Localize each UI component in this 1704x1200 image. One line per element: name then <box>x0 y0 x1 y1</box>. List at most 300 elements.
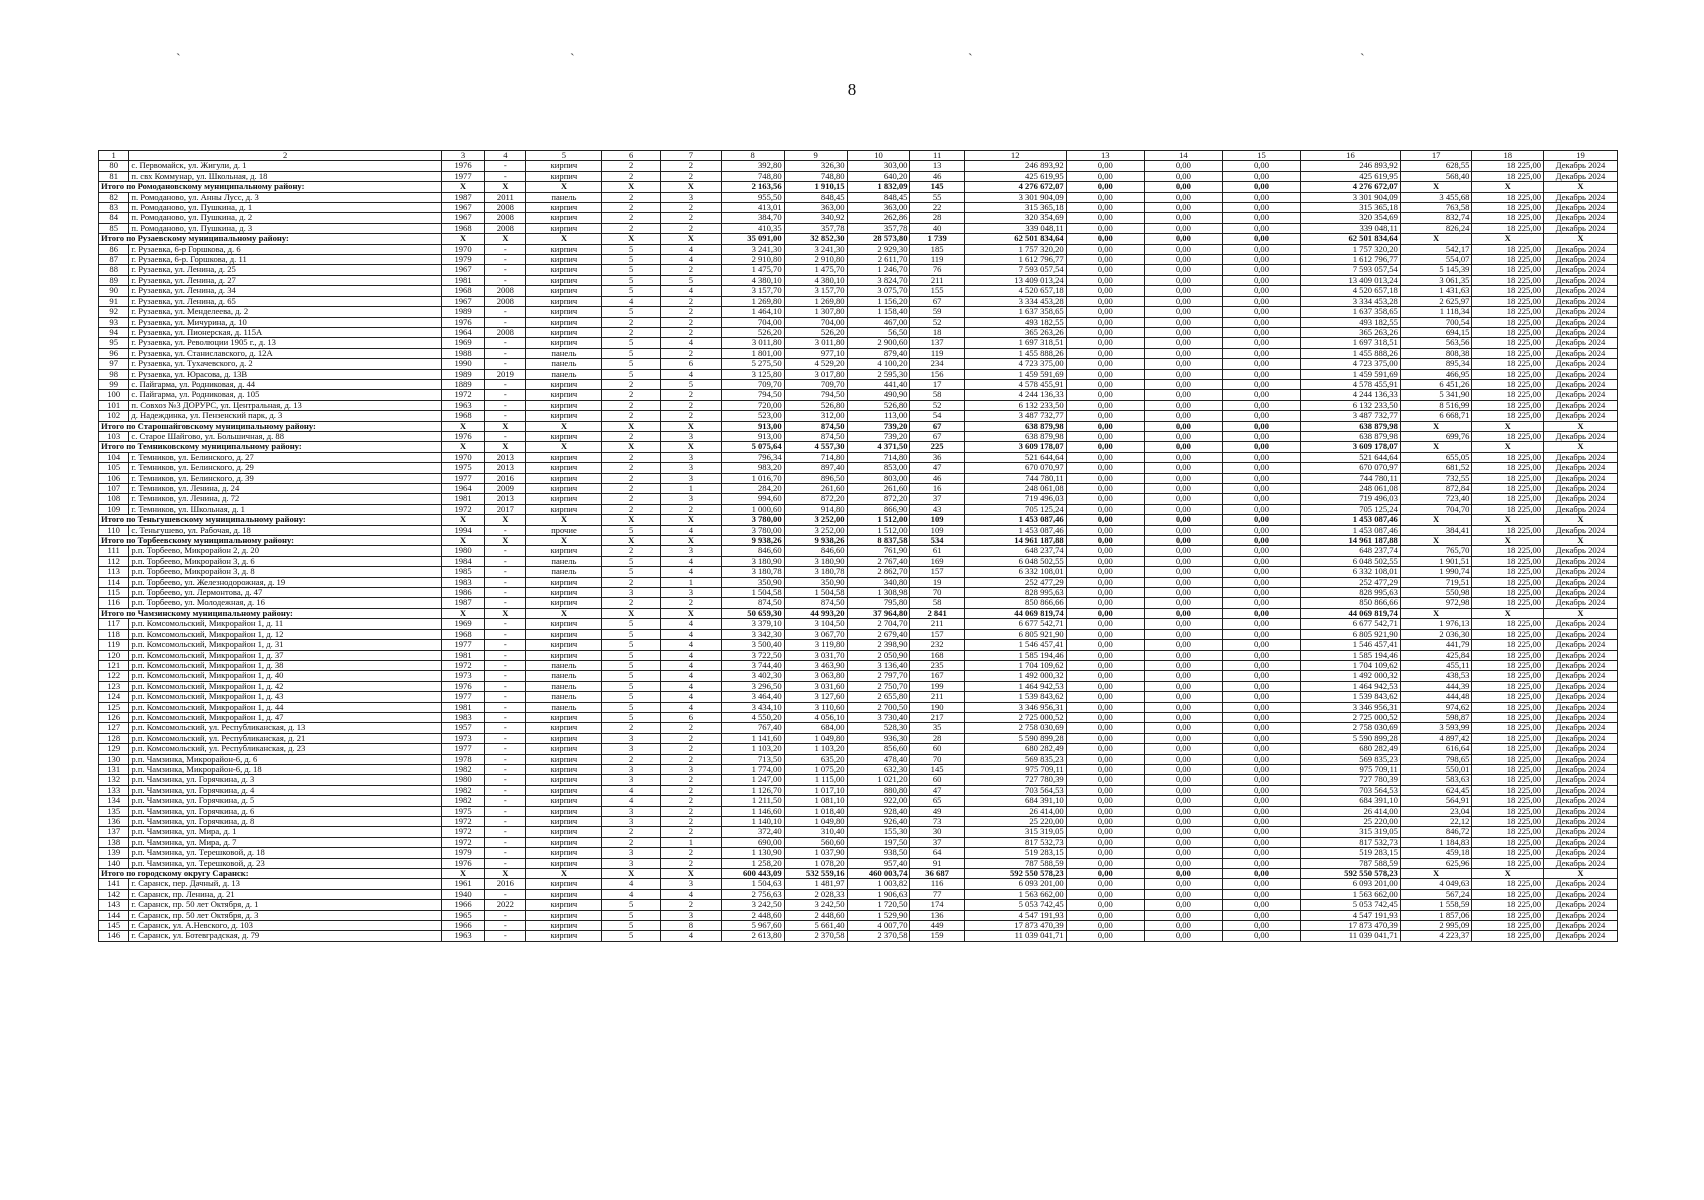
commission-year: 1985 <box>441 567 484 577</box>
fund-3: 0,00 <box>1222 567 1300 577</box>
unit-cost: 1 857,06 <box>1400 910 1472 920</box>
floors: 2 <box>602 317 661 327</box>
page-number: 8 <box>847 80 857 99</box>
x-mark: X <box>1544 182 1618 192</box>
area-living: 3 104,50 <box>784 619 847 629</box>
deadline: Декабрь 2024 <box>1544 681 1618 691</box>
area-residential: 2 370,58 <box>847 931 910 941</box>
address: г. Саранск, ул. Ботевградская, д. 79 <box>129 931 441 941</box>
fund-2: 0,00 <box>1144 338 1222 348</box>
row-number: 104 <box>99 452 129 462</box>
fund-2: 0,00 <box>1144 359 1222 369</box>
residents-count: 76 <box>910 265 964 275</box>
fund-2: 0,00 <box>1144 192 1222 202</box>
commission-year: 1980 <box>441 546 484 556</box>
district-total-row <box>99 515 1618 525</box>
area-living: 874,50 <box>784 421 847 431</box>
area-total: 1 146,60 <box>721 806 784 816</box>
wall-material: панель <box>526 660 602 670</box>
cost-limit: 18 225,00 <box>1472 827 1544 837</box>
area-living: 704,00 <box>784 317 847 327</box>
address: г. Саранск, пр. Ленина, д. 21 <box>129 889 441 899</box>
entrances: 2 <box>660 203 721 213</box>
entrances: 2 <box>660 327 721 337</box>
floors: 5 <box>602 931 661 941</box>
owners-funds: 975 709,11 <box>1301 764 1401 774</box>
fund-2: 0,00 <box>1144 910 1222 920</box>
entrances: 2 <box>660 296 721 306</box>
area-residential: 1 003,82 <box>847 879 910 889</box>
fund-2: 0,00 <box>1144 171 1222 181</box>
entrances: 3 <box>660 910 721 920</box>
row-number: 109 <box>99 504 129 514</box>
commission-year: 1972 <box>441 390 484 400</box>
fund-1: 0,00 <box>1066 234 1144 244</box>
x-mark: X <box>660 234 721 244</box>
entrances: 2 <box>660 390 721 400</box>
unit-cost: 1 118,34 <box>1400 307 1472 317</box>
entrances: 2 <box>660 161 721 171</box>
last-repair-year: - <box>485 650 526 660</box>
owners-funds: 2 725 000,52 <box>1301 712 1401 722</box>
area-total: 720,00 <box>721 400 784 410</box>
floors: 2 <box>602 390 661 400</box>
area-total: 1 504,63 <box>721 879 784 889</box>
fund-2: 0,00 <box>1144 452 1222 462</box>
deadline: Декабрь 2024 <box>1544 671 1618 681</box>
commission-year: 1981 <box>441 494 484 504</box>
last-repair-year: - <box>485 338 526 348</box>
address: г. Темников, ул. Белинского, д. 27 <box>129 452 441 462</box>
owners-funds: 4 244 136,33 <box>1301 390 1401 400</box>
residents-count: 55 <box>910 192 964 202</box>
cost-total: 3 609 178,07 <box>964 442 1066 452</box>
total-label: Итого по Старошайговскому муниципальному району: <box>99 421 442 431</box>
wall-material: кирпич <box>526 431 602 441</box>
deadline: Декабрь 2024 <box>1544 910 1618 920</box>
wall-material: кирпич <box>526 817 602 827</box>
area-living: 1 075,20 <box>784 764 847 774</box>
area-total: 955,50 <box>721 192 784 202</box>
wall-material: кирпич <box>526 390 602 400</box>
last-repair-year: - <box>485 567 526 577</box>
x-mark: X <box>660 442 721 452</box>
floors: 2 <box>602 161 661 171</box>
owners-funds: 4 723 375,00 <box>1301 359 1401 369</box>
cost-total: 680 282,49 <box>964 744 1066 754</box>
row-number: 140 <box>99 858 129 868</box>
cost-limit: 18 225,00 <box>1472 702 1544 712</box>
owners-funds: 684 391,10 <box>1301 796 1401 806</box>
residents-count: 234 <box>910 359 964 369</box>
last-repair-year: - <box>485 723 526 733</box>
fund-1: 0,00 <box>1066 588 1144 598</box>
deadline: Декабрь 2024 <box>1544 775 1618 785</box>
row-number: 84 <box>99 213 129 223</box>
deadline: Декабрь 2024 <box>1544 546 1618 556</box>
deadline: Декабрь 2024 <box>1544 827 1618 837</box>
area-residential: 880,80 <box>847 785 910 795</box>
cost-limit: 18 225,00 <box>1472 348 1544 358</box>
x-mark: X <box>441 869 484 879</box>
entrances: 2 <box>660 307 721 317</box>
area-living: 3 242,50 <box>784 900 847 910</box>
cost-limit: 18 225,00 <box>1472 161 1544 171</box>
fund-2: 0,00 <box>1144 733 1222 743</box>
area-residential: 8 837,58 <box>847 536 910 546</box>
table-row <box>99 650 1618 660</box>
last-repair-year: 2013 <box>485 452 526 462</box>
wall-material: кирпич <box>526 275 602 285</box>
floors: 2 <box>602 577 661 587</box>
area-total: 3 242,50 <box>721 900 784 910</box>
row-number: 112 <box>99 556 129 566</box>
unit-cost: 624,45 <box>1400 785 1472 795</box>
last-repair-year: - <box>485 921 526 931</box>
table-row <box>99 754 1618 764</box>
fund-1: 0,00 <box>1066 785 1144 795</box>
fund-3: 0,00 <box>1222 400 1300 410</box>
floors: 5 <box>602 369 661 379</box>
wall-material: кирпич <box>526 900 602 910</box>
last-repair-year: - <box>485 931 526 941</box>
x-mark: X <box>602 442 661 452</box>
entrances: 4 <box>660 702 721 712</box>
address: р.п. Комсомольский, Микрорайон 1, д. 11 <box>129 619 441 629</box>
fund-1: 0,00 <box>1066 307 1144 317</box>
last-repair-year: - <box>485 744 526 754</box>
owners-funds: 339 048,11 <box>1301 223 1401 233</box>
fund-3: 0,00 <box>1222 754 1300 764</box>
fund-2: 0,00 <box>1144 265 1222 275</box>
table-row <box>99 827 1618 837</box>
fund-2: 0,00 <box>1144 473 1222 483</box>
wall-material: кирпич <box>526 796 602 806</box>
residents-count: 67 <box>910 431 964 441</box>
cost-total: 4 578 455,91 <box>964 379 1066 389</box>
fund-3: 0,00 <box>1222 744 1300 754</box>
owners-funds: 3 346 956,31 <box>1301 702 1401 712</box>
table-row <box>99 255 1618 265</box>
area-total: 5 275,50 <box>721 359 784 369</box>
column-number-12: 12 <box>964 151 1066 161</box>
area-living: 44 993,20 <box>784 608 847 618</box>
floors: 2 <box>602 837 661 847</box>
address: г. Темников, ул. Белинского, д. 29 <box>129 463 441 473</box>
last-repair-year: - <box>485 764 526 774</box>
floors: 5 <box>602 525 661 535</box>
area-living: 1 049,80 <box>784 733 847 743</box>
cost-limit: 18 225,00 <box>1472 296 1544 306</box>
wall-material: кирпич <box>526 754 602 764</box>
x-mark: X <box>602 182 661 192</box>
fund-2: 0,00 <box>1144 629 1222 639</box>
area-total: 392,80 <box>721 161 784 171</box>
owners-funds: 4 578 455,91 <box>1301 379 1401 389</box>
commission-year: 1968 <box>441 629 484 639</box>
area-total: 690,00 <box>721 837 784 847</box>
floors: 2 <box>602 203 661 213</box>
table-row <box>99 837 1618 847</box>
area-living: 3 157,70 <box>784 286 847 296</box>
residents-count: 36 <box>910 452 964 462</box>
fund-2: 0,00 <box>1144 234 1222 244</box>
table-row <box>99 744 1618 754</box>
commission-year: 1972 <box>441 817 484 827</box>
area-total: 3 180,90 <box>721 556 784 566</box>
fund-2: 0,00 <box>1144 692 1222 702</box>
x-mark: X <box>1544 234 1618 244</box>
entrances: 5 <box>660 275 721 285</box>
wall-material: кирпич <box>526 650 602 660</box>
entrances: 4 <box>660 619 721 629</box>
deadline: Декабрь 2024 <box>1544 400 1618 410</box>
table-row <box>99 473 1618 483</box>
table-row <box>99 327 1618 337</box>
cost-limit: 18 225,00 <box>1472 255 1544 265</box>
floors: 3 <box>602 817 661 827</box>
area-residential: 936,30 <box>847 733 910 743</box>
area-living: 526,20 <box>784 327 847 337</box>
x-mark: X <box>660 869 721 879</box>
area-total: 3 464,40 <box>721 692 784 702</box>
area-total: 1 247,00 <box>721 775 784 785</box>
deadline: Декабрь 2024 <box>1544 203 1618 213</box>
fund-2: 0,00 <box>1144 837 1222 847</box>
fund-1: 0,00 <box>1066 640 1144 650</box>
address: п. Ромоданово, ул. Пушкина, д. 3 <box>129 223 441 233</box>
floors: 5 <box>602 348 661 358</box>
x-mark: X <box>441 608 484 618</box>
floors: 5 <box>602 255 661 265</box>
commission-year: 1978 <box>441 754 484 764</box>
area-living: 846,60 <box>784 546 847 556</box>
residents-count: 119 <box>910 348 964 358</box>
area-living: 3 110,60 <box>784 702 847 712</box>
x-mark: X <box>441 421 484 431</box>
commission-year: 1976 <box>441 858 484 868</box>
area-total: 3 011,80 <box>721 338 784 348</box>
cost-total: 1 757 320,20 <box>964 244 1066 254</box>
area-living: 3 180,78 <box>784 567 847 577</box>
area-residential: 2 655,80 <box>847 692 910 702</box>
cost-total: 2 758 030,69 <box>964 723 1066 733</box>
fund-2: 0,00 <box>1144 817 1222 827</box>
commission-year: 1972 <box>441 837 484 847</box>
fund-2: 0,00 <box>1144 390 1222 400</box>
residents-count: 35 <box>910 723 964 733</box>
owners-funds: 1 612 796,77 <box>1301 255 1401 265</box>
fund-3: 0,00 <box>1222 359 1300 369</box>
address: р.п. Чамзинка, ул. Горячкина, д. 8 <box>129 817 441 827</box>
owners-funds: 1 453 087,46 <box>1301 525 1401 535</box>
fund-3: 0,00 <box>1222 879 1300 889</box>
area-residential: 2 704,70 <box>847 619 910 629</box>
owners-funds: 3 301 904,09 <box>1301 192 1401 202</box>
commission-year: 1967 <box>441 213 484 223</box>
fund-2: 0,00 <box>1144 369 1222 379</box>
address: р.п. Комсомольский, Микрорайон 1, д. 40 <box>129 671 441 681</box>
wall-material: кирпич <box>526 400 602 410</box>
area-residential: 357,78 <box>847 223 910 233</box>
owners-funds: 1 704 109,62 <box>1301 660 1401 670</box>
x-mark: X <box>1544 608 1618 618</box>
residents-count: 109 <box>910 525 964 535</box>
residents-count: 22 <box>910 203 964 213</box>
last-repair-year: - <box>485 390 526 400</box>
cost-total: 638 879,98 <box>964 431 1066 441</box>
address: г. Саранск, пер. Дачный, д. 13 <box>129 879 441 889</box>
fund-1: 0,00 <box>1066 182 1144 192</box>
commission-year: 1964 <box>441 484 484 494</box>
address: г. Рузаевка, ул. Ленина, д. 27 <box>129 275 441 285</box>
entrances: 2 <box>660 806 721 816</box>
residents-count: 58 <box>910 598 964 608</box>
fund-2: 0,00 <box>1144 640 1222 650</box>
area-residential: 37 964,80 <box>847 608 910 618</box>
wall-material: кирпич <box>526 203 602 213</box>
x-mark: X <box>602 869 661 879</box>
floors: 5 <box>602 910 661 920</box>
entrances: 3 <box>660 546 721 556</box>
fund-1: 0,00 <box>1066 327 1144 337</box>
fund-3: 0,00 <box>1222 806 1300 816</box>
wall-material: кирпич <box>526 629 602 639</box>
cost-total: 850 866,66 <box>964 598 1066 608</box>
cost-total: 25 220,00 <box>964 817 1066 827</box>
area-residential: 1 156,20 <box>847 296 910 306</box>
owners-funds: 1 539 843,62 <box>1301 692 1401 702</box>
residents-count: 43 <box>910 504 964 514</box>
unit-cost: 700,54 <box>1400 317 1472 327</box>
commission-year: 1970 <box>441 452 484 462</box>
cost-limit: 18 225,00 <box>1472 733 1544 743</box>
area-living: 914,80 <box>784 504 847 514</box>
residents-count: 49 <box>910 806 964 816</box>
row-number: 88 <box>99 265 129 275</box>
owners-funds: 320 354,69 <box>1301 213 1401 223</box>
floors: 2 <box>602 723 661 733</box>
residents-count: 159 <box>910 931 964 941</box>
commission-year: 1975 <box>441 463 484 473</box>
wall-material: кирпич <box>526 712 602 722</box>
residents-count: 232 <box>910 640 964 650</box>
last-repair-year: 2013 <box>485 494 526 504</box>
owners-funds: 3 487 732,77 <box>1301 411 1401 421</box>
last-repair-year: - <box>485 837 526 847</box>
fund-1: 0,00 <box>1066 192 1144 202</box>
fund-3: 0,00 <box>1222 702 1300 712</box>
district-total-row <box>99 442 1618 452</box>
entrances: 2 <box>660 213 721 223</box>
cost-total: 62 501 834,64 <box>964 234 1066 244</box>
owners-funds: 1 459 591,69 <box>1301 369 1401 379</box>
commission-year: 1966 <box>441 900 484 910</box>
unit-cost: 704,70 <box>1400 504 1472 514</box>
fund-3: 0,00 <box>1222 546 1300 556</box>
owners-funds: 25 220,00 <box>1301 817 1401 827</box>
unit-cost: 3 455,68 <box>1400 192 1472 202</box>
fund-1: 0,00 <box>1066 431 1144 441</box>
commission-year: 1889 <box>441 379 484 389</box>
area-residential: 3 730,40 <box>847 712 910 722</box>
area-total: 3 402,30 <box>721 671 784 681</box>
floors: 2 <box>602 754 661 764</box>
commission-year: 1977 <box>441 692 484 702</box>
owners-funds: 7 593 057,54 <box>1301 265 1401 275</box>
row-number: 90 <box>99 286 129 296</box>
area-residential: 879,40 <box>847 348 910 358</box>
row-number: 115 <box>99 588 129 598</box>
entrances: 2 <box>660 598 721 608</box>
wall-material: кирпич <box>526 733 602 743</box>
fund-1: 0,00 <box>1066 879 1144 889</box>
district-total-row <box>99 421 1618 431</box>
wall-material: кирпич <box>526 827 602 837</box>
x-mark: X <box>526 234 602 244</box>
address: п. Совхоз №3 ДОРУРС, ул. Центральная, д. 13 <box>129 400 441 410</box>
cost-limit: 18 225,00 <box>1472 775 1544 785</box>
table-row <box>99 900 1618 910</box>
area-residential: 261,60 <box>847 484 910 494</box>
address: г. Рузаевка, ул. Менделеева, д. 2 <box>129 307 441 317</box>
residents-count: 145 <box>910 764 964 774</box>
area-total: 796,34 <box>721 452 784 462</box>
fund-1: 0,00 <box>1066 775 1144 785</box>
residents-count: 119 <box>910 255 964 265</box>
commission-year: 1979 <box>441 255 484 265</box>
address: г. Рузаевка, ул. Станиславского, д. 12А <box>129 348 441 358</box>
fund-2: 0,00 <box>1144 525 1222 535</box>
commission-year: 1972 <box>441 504 484 514</box>
cost-limit: 18 225,00 <box>1472 546 1544 556</box>
last-repair-year: 2016 <box>485 879 526 889</box>
deadline: Декабрь 2024 <box>1544 629 1618 639</box>
area-living: 312,00 <box>784 411 847 421</box>
x-mark: X <box>1400 442 1472 452</box>
residents-count: 67 <box>910 296 964 306</box>
wall-material: кирпич <box>526 921 602 931</box>
fund-3: 0,00 <box>1222 681 1300 691</box>
area-total: 526,20 <box>721 327 784 337</box>
table-row <box>99 463 1618 473</box>
owners-funds: 727 780,39 <box>1301 775 1401 785</box>
fund-3: 0,00 <box>1222 764 1300 774</box>
address: г. Рузаевка, ул. Ленина, д. 65 <box>129 296 441 306</box>
row-number: 126 <box>99 712 129 722</box>
column-number-9: 9 <box>784 151 847 161</box>
cost-total: 1 697 318,51 <box>964 338 1066 348</box>
residents-count: 18 <box>910 327 964 337</box>
wall-material: кирпич <box>526 806 602 816</box>
area-living: 3 017,80 <box>784 369 847 379</box>
unit-cost: 2 995,09 <box>1400 921 1472 931</box>
owners-funds: 592 550 578,23 <box>1301 869 1401 879</box>
table-row <box>99 681 1618 691</box>
last-repair-year: 2008 <box>485 203 526 213</box>
address: р.п. Комсомольский, Микрорайон 1, д. 31 <box>129 640 441 650</box>
fund-2: 0,00 <box>1144 921 1222 931</box>
area-total: 2 613,80 <box>721 931 784 941</box>
scan-mark: ˋ <box>1360 52 1365 67</box>
area-residential: 340,80 <box>847 577 910 587</box>
commission-year: 1967 <box>441 296 484 306</box>
commission-year: 1994 <box>441 525 484 535</box>
owners-funds: 703 564,53 <box>1301 785 1401 795</box>
row-number: 87 <box>99 255 129 265</box>
owners-funds: 638 879,98 <box>1301 431 1401 441</box>
x-mark: X <box>1472 182 1544 192</box>
